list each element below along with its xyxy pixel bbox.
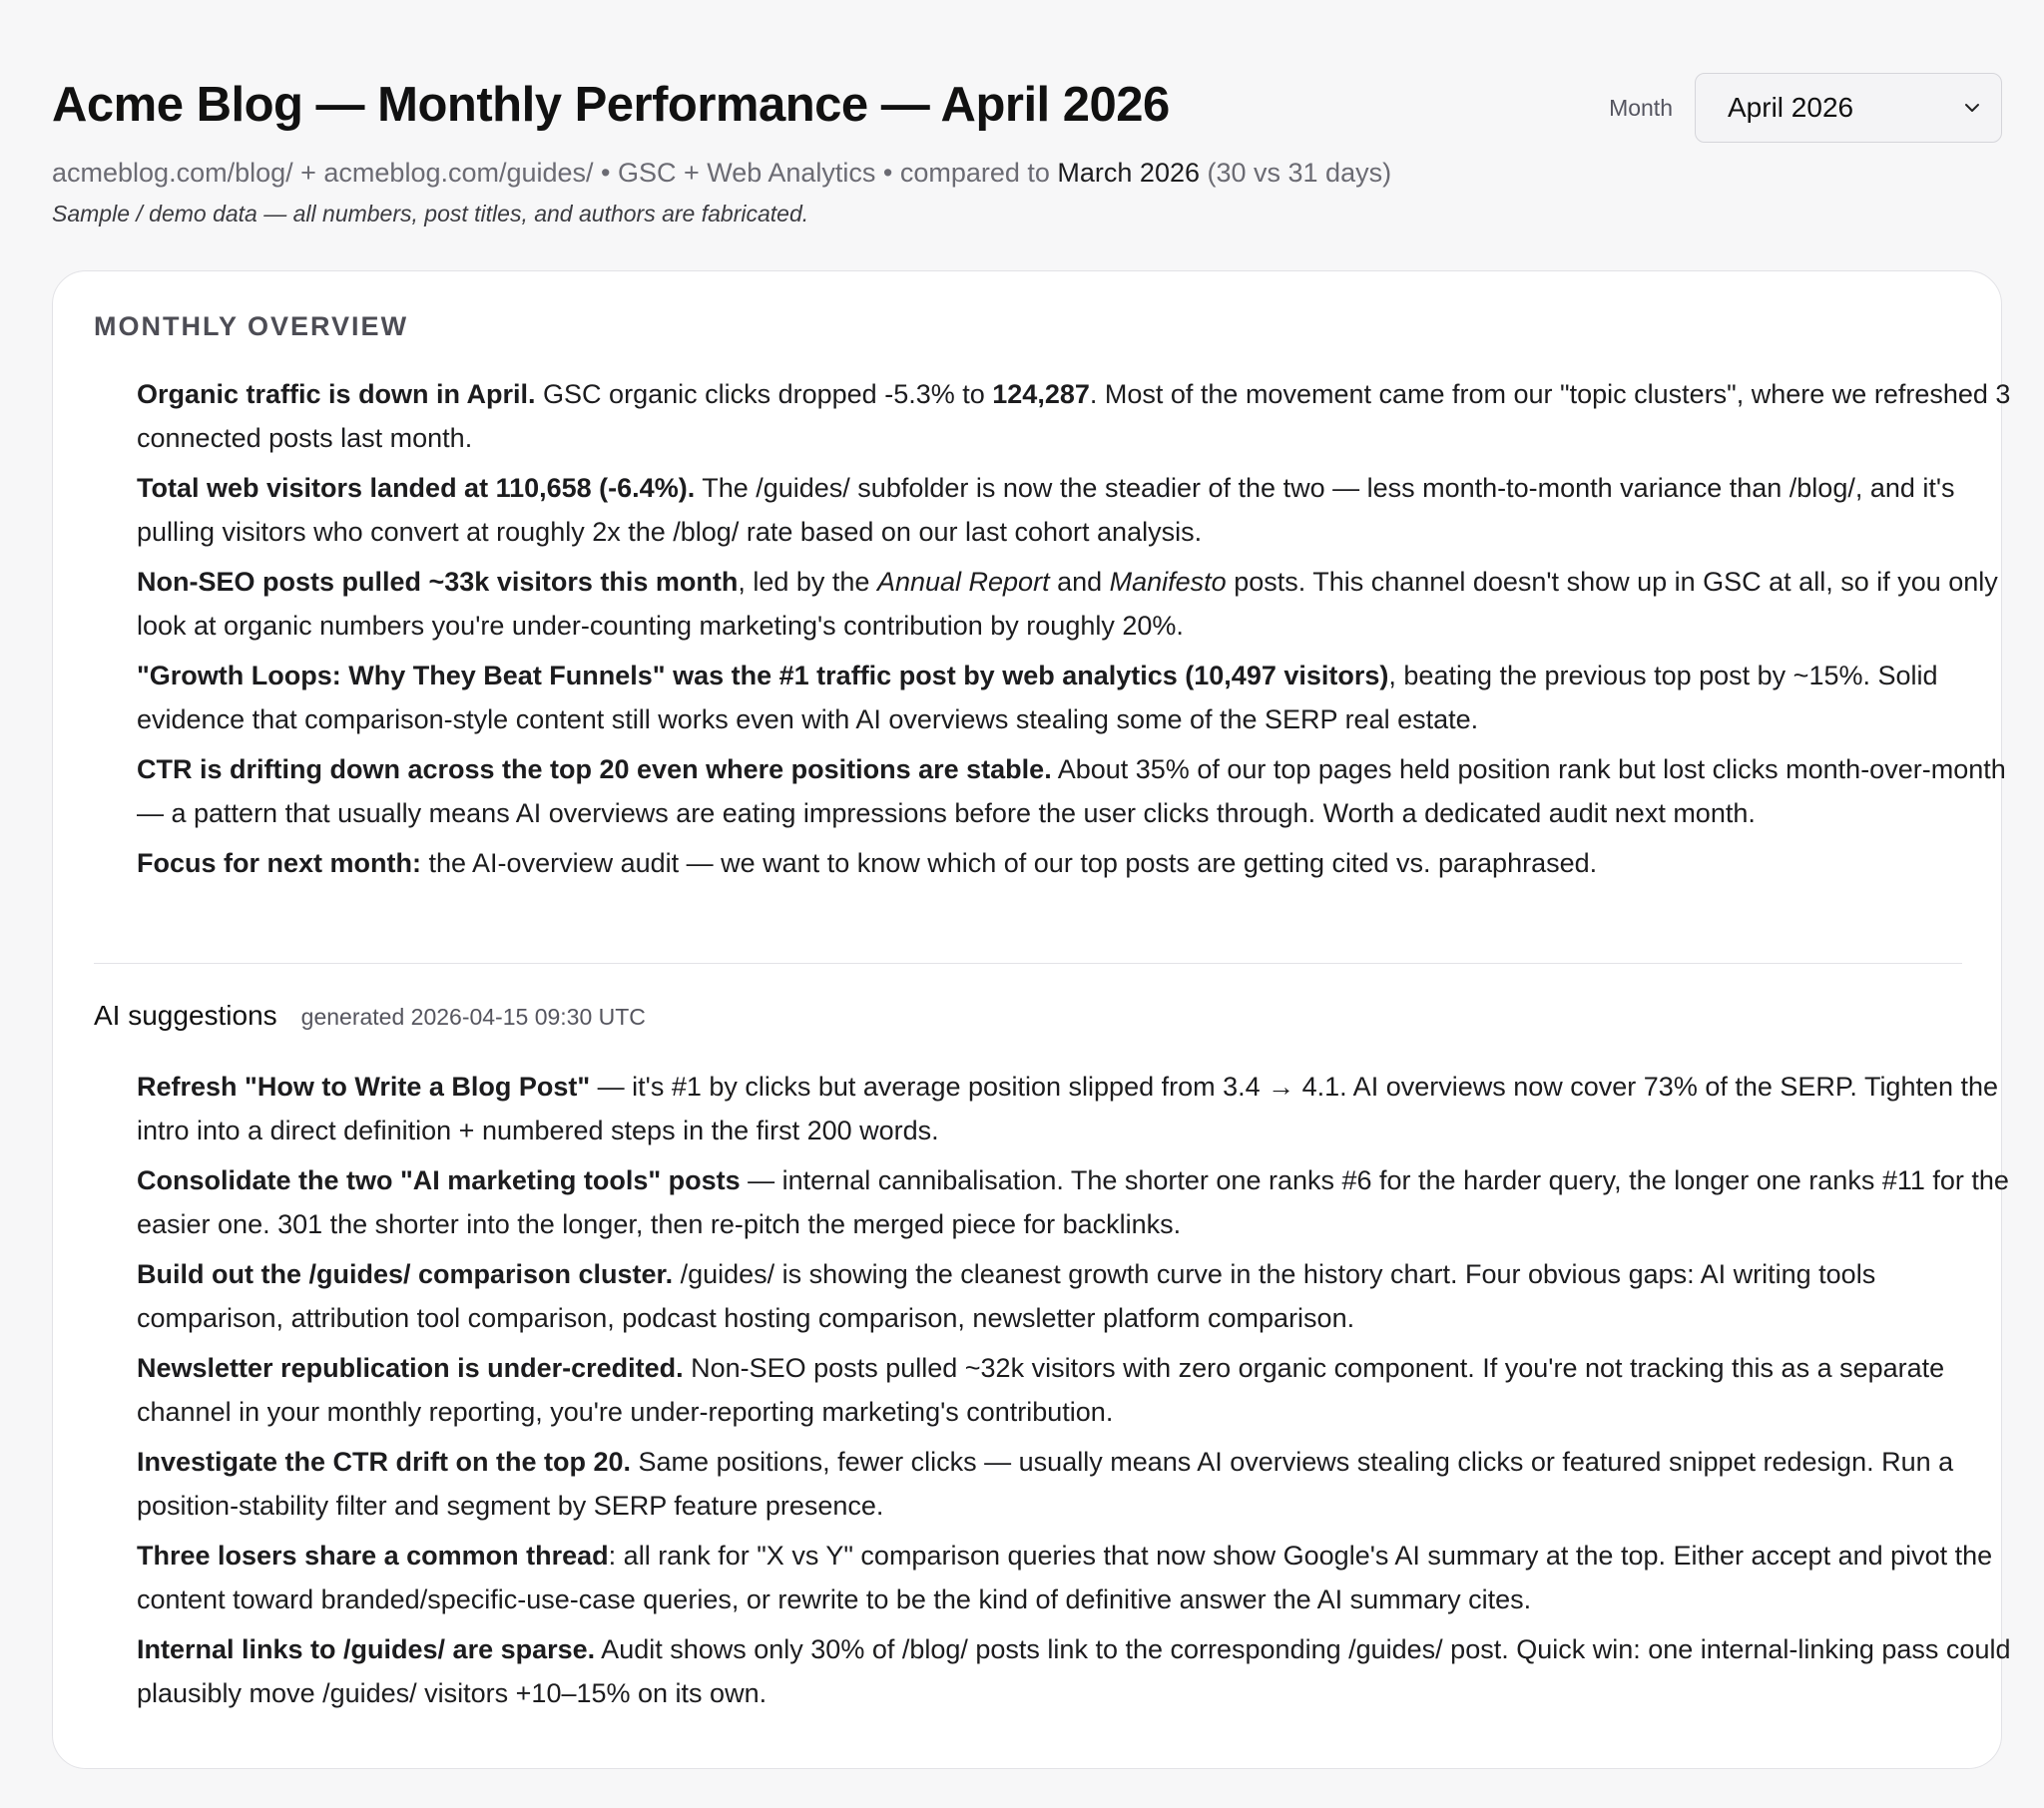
overview-item: Organic traffic is down in April. GSC organic clicks dropped -5.3% to 124,287. Most of the movement came from our "topic clusters", where we refreshed 3 connected posts last month. (137, 379, 2011, 453)
overview-item: Focus for next month: the AI-overview audit — we want to know which of our top posts are getting cited vs. paraphrased. (137, 848, 1598, 878)
ai-suggestions-list (137, 1065, 2023, 1721)
section-divider (94, 963, 1962, 964)
suggestion-item: Investigate the CTR drift on the top 20. Same positions, fewer clicks — usually means AI overviews stealing clicks or featured snippet redesign. Run a position-stability filter and segment by SERP feature presence. (137, 1447, 1954, 1521)
overview-item: Total web visitors landed at 110,658 (-6.4%). The /guides/ subfolder is now the steadier of the two — less month-to-month variance than /blog/, and it's pulling visitors who convert at roughly 2x the /blog/ rate based on our last cohort analysis. (137, 473, 1955, 547)
overview-item: CTR is drifting down across the top 20 even where positions are stable. About 35% of our top pages held position rank but lost clicks month-over-month — a pattern that usually means AI overviews are eating impressions before the user clicks through. Worth a dedicated audit next month. (137, 754, 2006, 828)
overview-item: "Growth Loops: Why They Beat Funnels" was the #1 traffic post by web analytics (10,497 visitors), beating the previous top post by ~15%. Solid evidence that comparison-style content still works even with AI overviews stealing some of the SERP real estate. (137, 661, 1938, 734)
monthly-overview-title: MONTHLY OVERVIEW (94, 311, 409, 341)
subtitle-scope: acmeblog.com/blog/ + acmeblog.com/guides/ • GSC + Web Analytics • compared to (52, 158, 1058, 188)
demo-data-note: Sample / demo data — all numbers, post titles, and authors are fabricated. (52, 201, 809, 226)
page-header (52, 70, 1549, 229)
month-select[interactable] (1695, 73, 2002, 143)
ai-suggestions-header (94, 1000, 646, 1032)
ai-suggestions-timestamp: generated 2026-04-15 09:30 UTC (300, 1004, 646, 1030)
page-subtitle (52, 154, 1549, 192)
suggestion-item: Newsletter republication is under-credited. Non-SEO posts pulled ~32k visitors with zero organic component. If you're not tracking this as a separate channel in your monthly reporting, you're under-reporting marketing's contribution. (137, 1353, 1945, 1427)
overview-item: Non-SEO posts pulled ~33k visitors this month, led by the Annual Report and Manifesto posts. This channel doesn't show up in GSC at all, so if you only look at organic numbers you're under-counting marketing's contribution by roughly 20%. (137, 567, 1998, 641)
suggestion-item: Build out the /guides/ comparison cluster. /guides/ is showing the cleanest growth curve in the history chart. Four obvious gaps: AI writing tools comparison, attribution tool comparison, podcast hosting comparison, newsletter platform comparison. (137, 1259, 1876, 1333)
page-title: Acme Blog — Monthly Performance — April 2026 (52, 78, 1170, 132)
overview-list (137, 372, 2023, 891)
ai-suggestions-title: AI suggestions (94, 1000, 277, 1031)
overview-card (52, 270, 2011, 1769)
suggestion-item: Consolidate the two "AI marketing tools" posts — internal cannibalisation. The shorter one ranks #6 for the harder query, the longer one ranks #11 for the easier one. 301 the shorter into the longer, then re-pitch the merged piece for backlinks. (137, 1165, 2009, 1239)
chevron-down-icon (1961, 97, 1983, 119)
suggestion-item: Internal links to /guides/ are sparse. Audit shows only 30% of /blog/ posts link to the corresponding /guides/ post. Quick win: one internal-linking pass could plausibly move /guides/ visitors +10–15% on its own. (137, 1634, 2011, 1708)
suggestion-item: Refresh "How to Write a Blog Post" — it's #1 by clicks but average position slipped from 3.4 → 4.1. AI overviews now cover 73% of the SERP. Tighten the intro into a direct definition + numbered steps in the first 200 words. (137, 1072, 1999, 1145)
month-picker (1609, 73, 2002, 143)
compare-days: (30 vs 31 days) (1200, 158, 1392, 188)
month-select-value: April 2026 (1728, 92, 1854, 123)
compare-month: March 2026 (1057, 158, 1200, 188)
month-label: Month (1609, 94, 1673, 121)
suggestion-item: Three losers share a common thread: all rank for "X vs Y" comparison queries that now show Google's AI summary at the top. Either accept and pivot the content toward branded/specific-use-case queries, or rewrite to be the kind of definitive answer the AI summary cites. (137, 1541, 1993, 1614)
